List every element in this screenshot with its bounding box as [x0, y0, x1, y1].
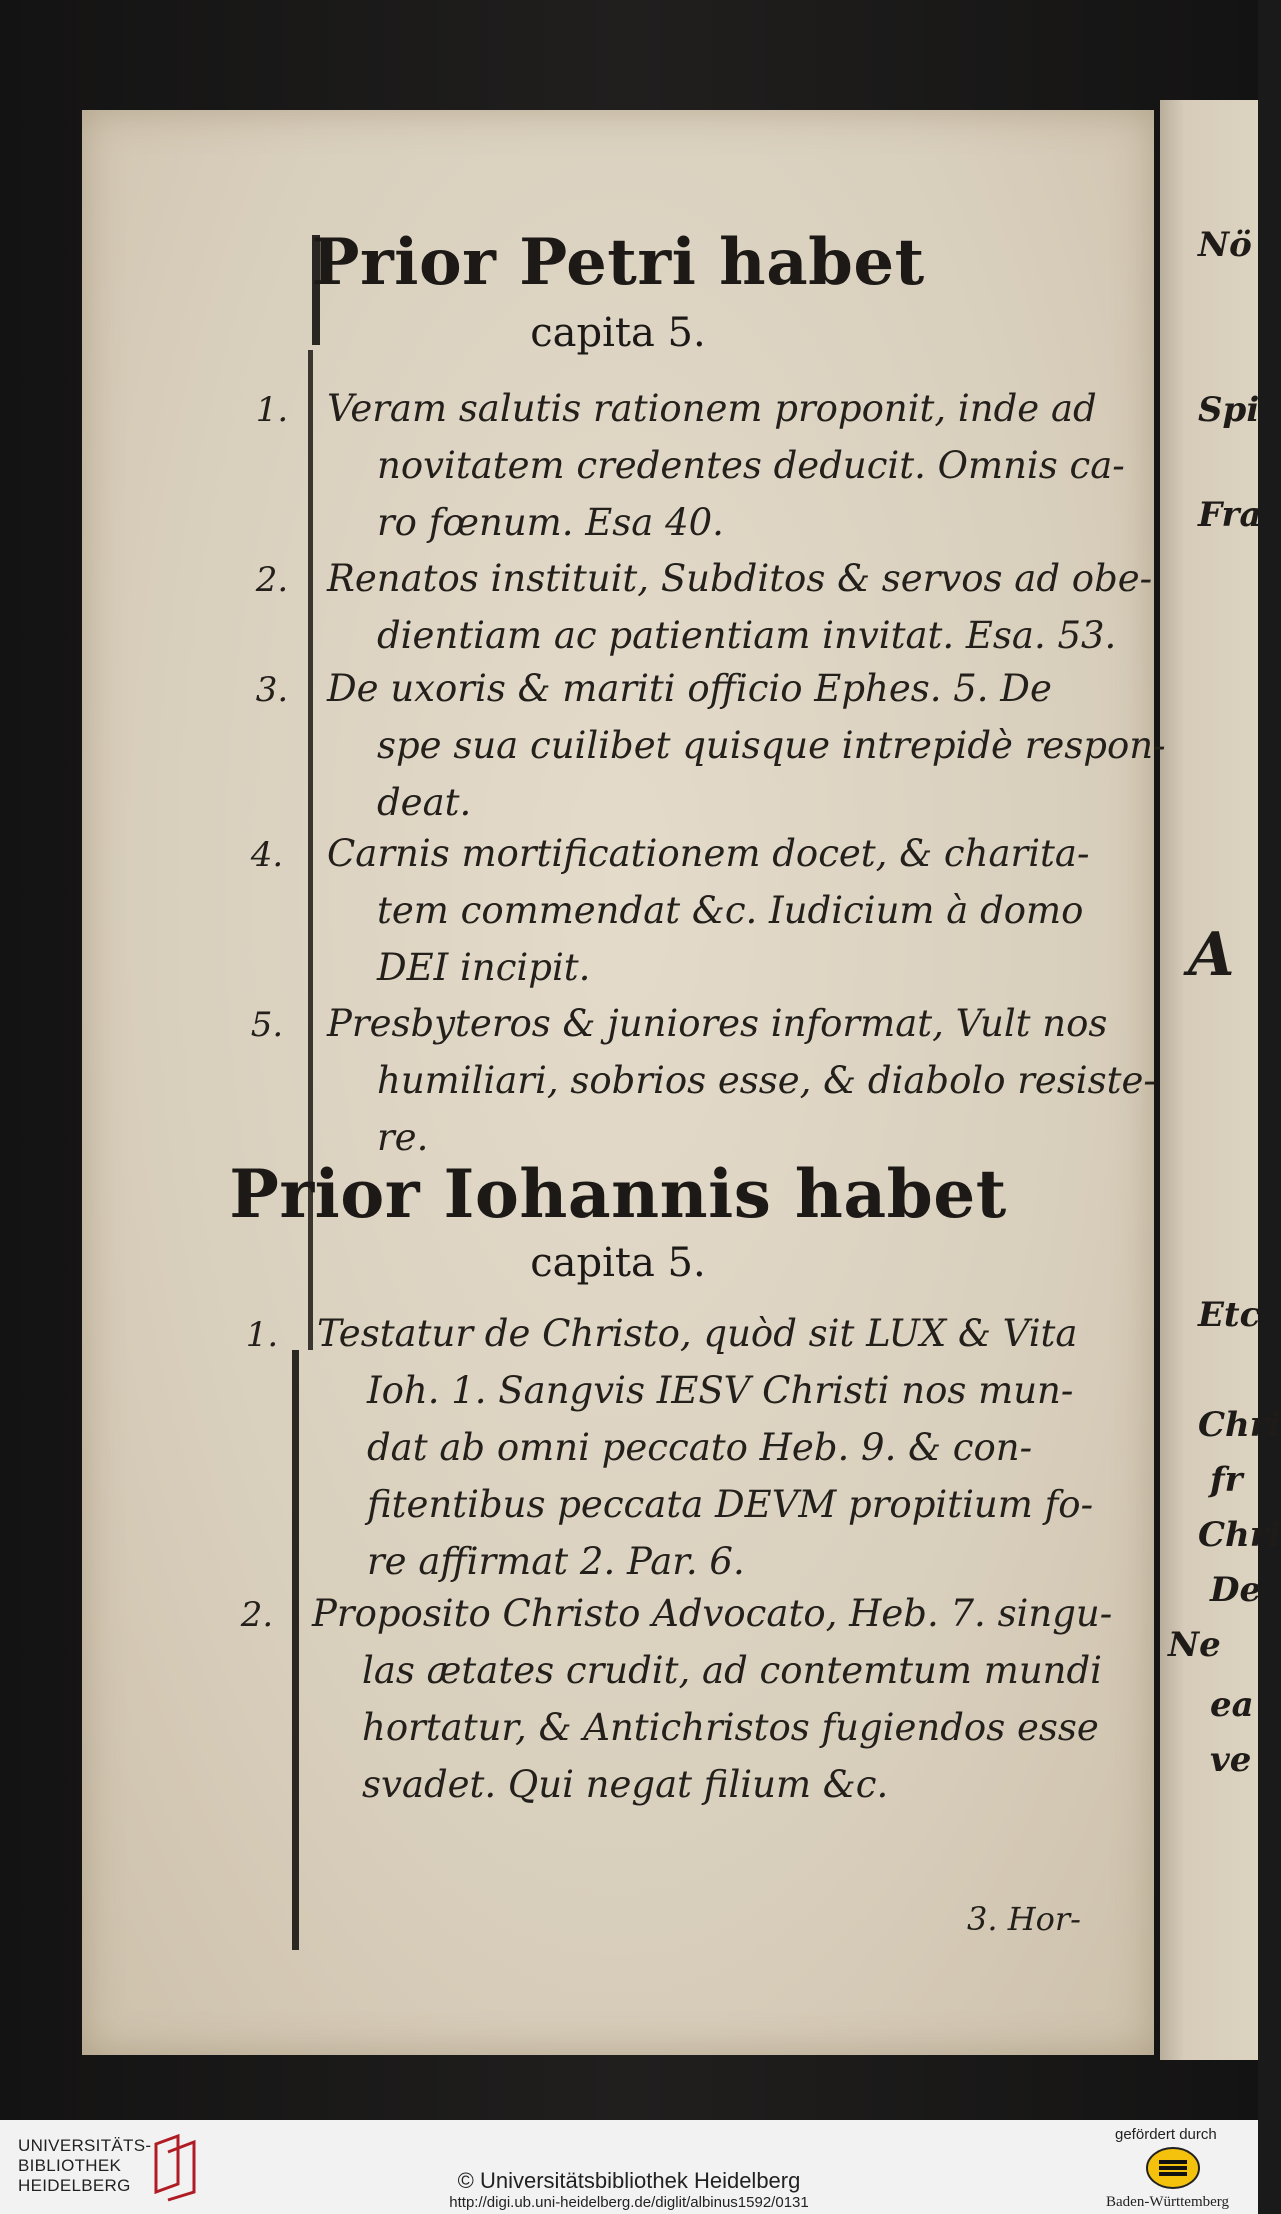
entry-iohannis-2 — [312, 1585, 1182, 1813]
entry-line: Veram salutis rationem proponit, inde ad — [327, 387, 1097, 430]
entry-number: 2. — [255, 560, 289, 600]
entry-line: re affirmat 2. Par. 6. — [367, 1540, 745, 1583]
entry-number: 1. — [255, 390, 289, 430]
entry-iohannis-1 — [317, 1305, 1187, 1590]
facing-page-fragment: ea — [1210, 1685, 1254, 1725]
entry-line: novitatem credentes deducit. Omnis ca- — [377, 444, 1125, 487]
copyright-notice: © Universitätsbibliothek Heidelberg — [457, 2168, 801, 2193]
entry-line: humiliari, sobrios esse, & diabolo resiste- — [377, 1059, 1156, 1102]
facing-page-fragment: ve — [1210, 1740, 1252, 1780]
entry-number: 2. — [240, 1595, 274, 1635]
entry-line: ro fœnum. Esa 40. — [377, 501, 724, 544]
facing-page-fragment: Spi — [1198, 390, 1260, 430]
entry-line: Proposito Christo Advocato, Heb. 7. singu- — [312, 1592, 1113, 1635]
entry-number: 3. — [255, 670, 289, 710]
library-name-line: UNIVERSITÄTS- — [18, 2136, 152, 2155]
entry-line: Ioh. 1. Sangvis IESV Christi nos mun- — [367, 1369, 1074, 1412]
entry-line: DEI incipit. — [377, 946, 591, 989]
entry-petri-3 — [327, 660, 1197, 831]
facing-page-fragment: A — [1188, 920, 1235, 990]
facing-page-fragment: De — [1210, 1570, 1262, 1610]
section-subtitle-petri: capita 5. — [530, 310, 706, 356]
facing-page-fragment: Nö — [1198, 225, 1252, 265]
catchword: 3. Hor- — [967, 1900, 1081, 1938]
facing-page-fragment: Chri — [1198, 1405, 1281, 1445]
permalink-url[interactable]: http://digi.ub.uni-heidelberg.de/diglit/albinus1592/0131 — [449, 2194, 809, 2211]
entry-petri-1 — [327, 380, 1197, 551]
entry-line: De uxoris & mariti officio Ephes. 5. De — [327, 667, 1052, 710]
facing-page-fragment: Ne — [1168, 1625, 1221, 1665]
entry-line: re. — [377, 1116, 429, 1159]
book-page — [82, 110, 1166, 2055]
entry-line: dientiam ac patientiam invitat. Esa. 53. — [377, 614, 1117, 657]
entry-petri-4 — [327, 825, 1197, 996]
entry-line: Carnis mortificationem docet, & charita- — [327, 832, 1090, 875]
section-title-petri: Prior Petri habet — [311, 225, 925, 300]
funder-name: Baden-Württemberg — [1106, 2194, 1230, 2210]
footer-bar — [0, 2120, 1258, 2214]
entry-line: spe sua cuilibet quisque intrepidè respon- — [377, 724, 1166, 767]
entry-line: deat. — [377, 781, 472, 824]
facing-page-fragment: fr — [1210, 1460, 1243, 1500]
facing-page-fragment: Etc — [1198, 1295, 1261, 1335]
entry-line: hortatur, & Antichristos fugiendos esse — [362, 1706, 1099, 1749]
library-name-line: BIBLIOTHEK — [18, 2156, 122, 2175]
entry-number: 1. — [245, 1315, 279, 1355]
entry-line: dat ab omni peccato Heb. 9. & con- — [367, 1426, 1033, 1469]
baden-wuerttemberg-crest-icon — [1145, 2146, 1201, 2190]
entry-line: Renatos instituit, Subditos & servos ad obe- — [327, 557, 1153, 600]
entry-number: 5. — [250, 1005, 284, 1045]
entry-petri-2 — [327, 550, 1197, 664]
library-name-line: HEIDELBERG — [18, 2176, 131, 2195]
entry-line: Testatur de Christo, quòd sit LUX & Vita — [317, 1312, 1078, 1355]
entry-number: 4. — [250, 835, 284, 875]
entry-petri-5 — [327, 995, 1197, 1166]
entry-line: fitentibus peccata DEVM propitium fo- — [367, 1483, 1094, 1526]
entry-line: tem commendat &c. Iudicium à domo — [377, 889, 1084, 932]
margin-rule-bottom — [292, 1350, 299, 1950]
entry-line: Presbyteros & juniores informat, Vult nos — [327, 1002, 1108, 1045]
funded-by-label: gefördert durch — [1115, 2126, 1217, 2143]
entry-line: las ætates crudit, ad contemtum mundi — [362, 1649, 1102, 1692]
entry-line: svadet. Qui negat filium &c. — [362, 1763, 889, 1806]
facing-page-fragment: Fra — [1198, 495, 1262, 535]
section-title-iohannis: Prior Iohannis habet — [229, 1155, 1007, 1233]
section-subtitle-iohannis: capita 5. — [530, 1240, 706, 1286]
facing-page-fragment: Chri — [1198, 1515, 1281, 1555]
